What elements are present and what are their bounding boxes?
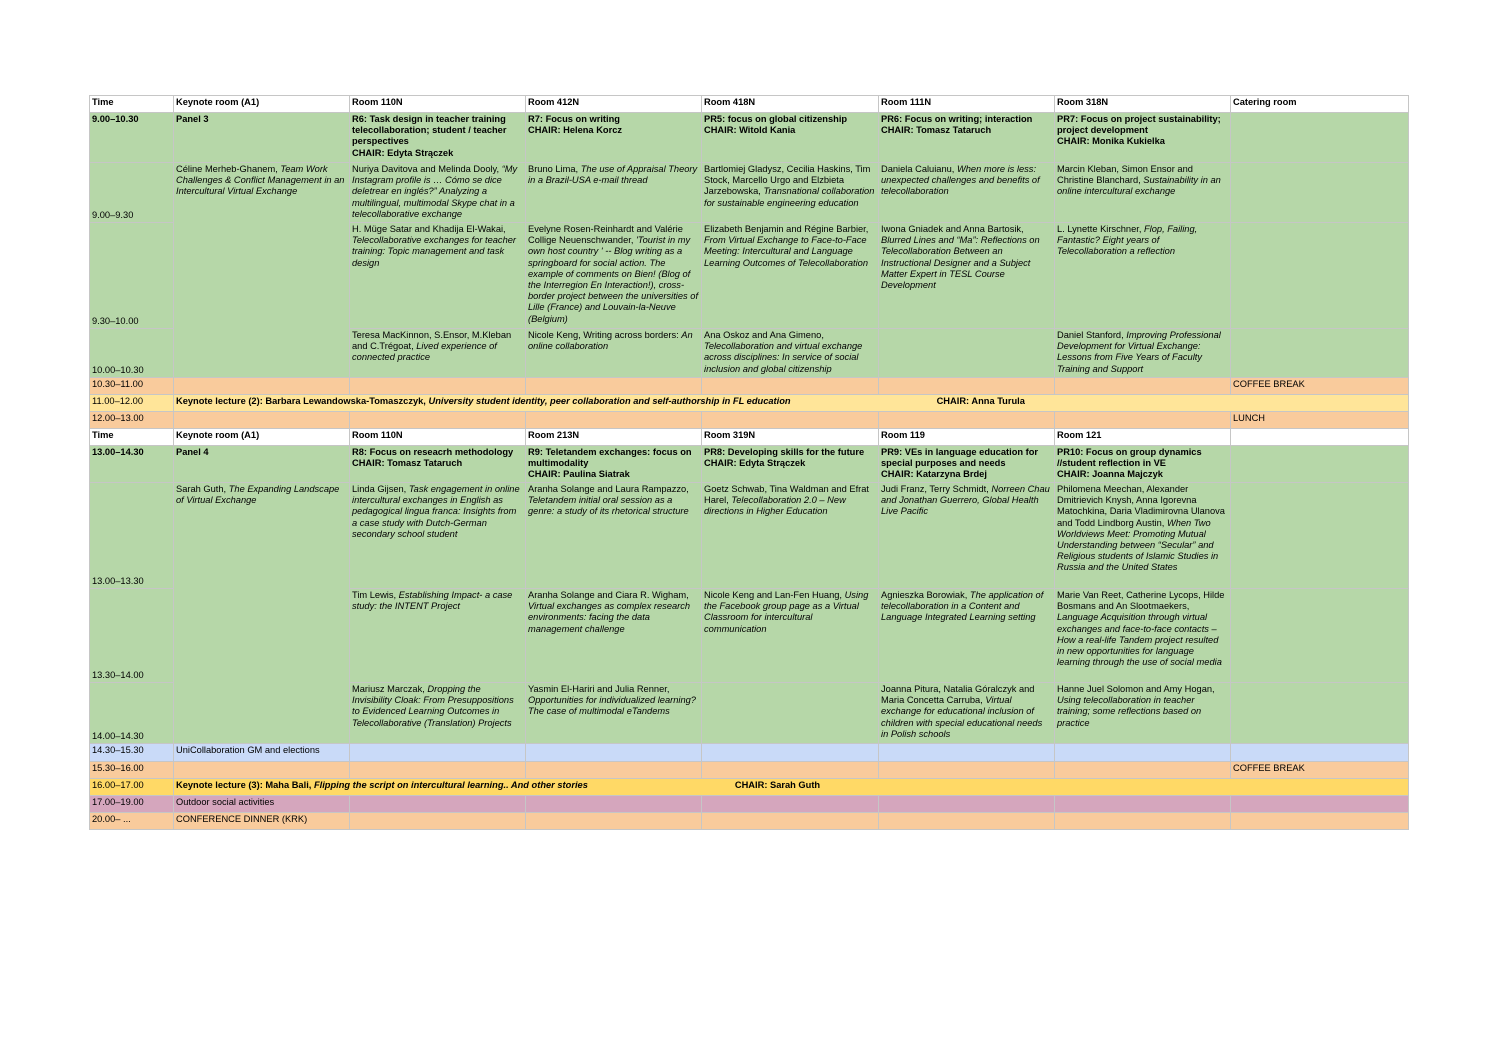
session-chair: CHAIR: Helena Korcz bbox=[528, 125, 623, 136]
paper-cell bbox=[702, 163, 879, 223]
catering-cell bbox=[1231, 683, 1409, 744]
paper-title: “My Instagram profile is … Cómo se dice deletrear en inglés?” Analyzing a multilingual, multimodal Skype chat in a telecollaborative exchange bbox=[352, 164, 518, 219]
paper-title: Improving Professional Development for Virtual Exchange: Lessons from Five Years of Faculty Training and Support bbox=[1057, 330, 1221, 374]
paper-title: Telecollaboration 2.0 – New directions in Higher Education bbox=[704, 495, 846, 517]
time-cell: 10.00–10.30 bbox=[90, 329, 174, 378]
header-cell: Time bbox=[90, 429, 174, 446]
session-title: PR9: VEs in language education for special purposes and needs bbox=[881, 447, 1039, 469]
paper-title: Virtual exchanges as complex research environments: facing the data management challenge bbox=[528, 601, 691, 634]
paper-authors: Elizabeth Benjamin and Régine Barbier, bbox=[704, 224, 869, 234]
paper-title: Sustainability in an online intercultural exchange bbox=[1057, 175, 1221, 197]
paper-title: Opportunities for individualized learning? The case of multimodal eTandems bbox=[528, 695, 696, 717]
header-cell: Room 110N bbox=[350, 429, 526, 446]
paper-cell bbox=[350, 589, 526, 683]
room-session-cell bbox=[350, 113, 526, 163]
header-row bbox=[90, 429, 1409, 446]
session-title: PR8: Developing skills for the future bbox=[704, 447, 865, 457]
paper-title: Blurred Lines and “Ma”: Reflections on Telecollaboration Between an Instructional Designer and a Subject Matter Expert in TESL Course Development bbox=[881, 235, 1040, 291]
session-chair: CHAIR: Paulina Siatrak bbox=[528, 469, 630, 480]
keynote-row bbox=[90, 779, 1409, 796]
paper-authors: Iwona Gniadek and Anna Bartosik, bbox=[881, 224, 1024, 234]
time-cell: 14.30–15.30 bbox=[90, 744, 174, 762]
header-cell bbox=[1231, 429, 1409, 446]
conference-programme-table bbox=[89, 95, 1409, 830]
paper-cell bbox=[526, 223, 702, 329]
session-title: R7: Focus on writing bbox=[528, 114, 620, 124]
header-cell: Catering room bbox=[1231, 96, 1409, 113]
paper-authors: Nuriya Davitova and Melinda Dooly, bbox=[352, 164, 502, 174]
paper-cell bbox=[879, 683, 1055, 744]
paper-cell bbox=[702, 223, 879, 329]
session-chair: CHAIR: Tomasz Tataruch bbox=[881, 125, 992, 136]
lunch-row bbox=[90, 412, 1409, 429]
coffee-break-row bbox=[90, 378, 1409, 395]
paper-authors: Joanna Pitura, Natalia Góralczyk and Maria Concetta Carruba, bbox=[881, 684, 1035, 706]
session-title: PR5: focus on global citizenship bbox=[704, 114, 848, 124]
paper-authors: Teresa MacKinnon, S.Ensor, M.Kleban and C.Trégoat, bbox=[352, 330, 512, 352]
room-session-cell bbox=[702, 113, 879, 163]
conference-dinner-label: CONFERENCE DINNER (KRK) bbox=[174, 813, 350, 830]
room-session-cell bbox=[350, 446, 526, 483]
lunch-label: LUNCH bbox=[1231, 412, 1409, 429]
paper-cell bbox=[879, 329, 1055, 378]
paper-cell bbox=[350, 483, 526, 589]
session-title: PR10: Focus on group dynamics //student reflection in VE bbox=[1057, 447, 1202, 469]
paper-authors: Yasmin El-Hariri and Julia Renner, bbox=[528, 684, 670, 694]
header-cell: Room 110N bbox=[350, 96, 526, 113]
paper-cell bbox=[702, 589, 879, 683]
conference-dinner-row bbox=[90, 813, 1409, 830]
paper-cell bbox=[879, 163, 1055, 223]
time-cell: 13.30–14.00 bbox=[90, 589, 174, 683]
session-title: R8: Focus on reseacrh methodology bbox=[352, 447, 514, 457]
paper-title: Using the Facebook group page as a Virtual Classroom for intercultural communication bbox=[704, 590, 869, 634]
paper-title: Task engagement in online intercultural exchanges in English as pedagogical lingua franca: Insights from a case study with Dutch-German secondary school student bbox=[352, 484, 520, 539]
paper-authors: Aranha Solange and Laura Rampazzo, bbox=[528, 484, 689, 494]
header-cell: Room 318N bbox=[1055, 96, 1231, 113]
catering-cell bbox=[1231, 113, 1409, 163]
paper-cell bbox=[350, 683, 526, 744]
paper-title: Teletandem initial oral session as a genre: a study of its rhetorical structure bbox=[528, 495, 689, 517]
paper-cell bbox=[1055, 329, 1231, 378]
session-chair: CHAIR: Monika Kukielka bbox=[1057, 136, 1165, 147]
session-chair: CHAIR: Witold Kania bbox=[704, 125, 796, 136]
panel-cell bbox=[174, 163, 350, 378]
keynote-title: University student identity, peer collaboration and self-authorship in FL education bbox=[428, 396, 791, 406]
paper-authors: Mariusz Marczak, bbox=[352, 684, 428, 694]
time-cell: 17.00–19.00 bbox=[90, 796, 174, 813]
session-title: R6: Task design in teacher training telecollaboration; student / teacher perspectives bbox=[352, 114, 507, 147]
catering-cell bbox=[1231, 163, 1409, 223]
room-session-cell bbox=[526, 113, 702, 163]
room-session-cell bbox=[879, 446, 1055, 483]
keynote-lecture bbox=[174, 395, 1409, 412]
paper-authors: Daniel Stanford, bbox=[1057, 330, 1127, 340]
paper-title: Lived experience of connected practice bbox=[352, 341, 497, 363]
paper-authors: Sarah Guth, bbox=[176, 484, 229, 494]
paper-title: The application of telecollaboration in a Content and Language Integrated Learning setting bbox=[881, 590, 1044, 623]
paper-cell bbox=[702, 483, 879, 589]
paper-cell bbox=[526, 683, 702, 744]
time-cell: 10.30–11.00 bbox=[90, 378, 174, 395]
keynote-chair: CHAIR: Anna Turula bbox=[936, 396, 1025, 406]
session-title: R9: Teletandem exchanges: focus on multimodality bbox=[528, 447, 692, 469]
header-row bbox=[90, 96, 1409, 113]
catering-cell bbox=[1231, 446, 1409, 483]
paper-title: Norreen Chau and Jonathan Guerrero, Global Health Live Pacific bbox=[881, 484, 1050, 517]
paper-cell bbox=[1055, 163, 1231, 223]
session-row bbox=[90, 113, 1409, 163]
header-cell: Room 213N bbox=[526, 429, 702, 446]
keynote-lead: Keynote lecture (3): Maha Bali, bbox=[176, 780, 314, 790]
session-title: PR7: Focus on project sustainability; project development bbox=[1057, 114, 1221, 136]
paper-authors: Philomena Meechan, Alexander Dmitrievich Knysh, Anna Igorevna Matochkina, Daria Vladimirovna Ulanova and Todd Lindborg Austin, bbox=[1057, 484, 1225, 528]
time-cell: 9.00–9.30 bbox=[90, 163, 174, 223]
time-cell: 12.00–13.00 bbox=[90, 412, 174, 429]
paper-cell bbox=[350, 163, 526, 223]
paper-authors: Tim Lewis, bbox=[352, 590, 399, 600]
paper-title: Telecollaborative exchanges for teacher training: Topic management and task design bbox=[352, 235, 517, 268]
general-meeting-label: UniCollaboration GM and elections bbox=[174, 744, 350, 762]
paper-title: Telecollaboration and virtual exchange across disciplines: In service of social inclusion and global citizenship bbox=[704, 341, 863, 374]
paper-cell bbox=[350, 223, 526, 329]
time-cell: 15.30–16.00 bbox=[90, 762, 174, 779]
paper-title: The Expanding Landscape of Virtual Exchange bbox=[176, 484, 340, 506]
keynote-lead: Keynote lecture (2): Barbara Lewandowska-Tomaszczyk, bbox=[176, 396, 429, 406]
header-cell: Room 412N bbox=[526, 96, 702, 113]
paper-authors: Aranha Solange and Ciara R. Wigham, bbox=[528, 590, 689, 600]
panel-cell bbox=[174, 483, 350, 744]
session-chair: CHAIR: Joanna Majczyk bbox=[1057, 469, 1163, 480]
header-cell: Keynote room (A1) bbox=[174, 429, 350, 446]
slot-row bbox=[90, 163, 1409, 223]
paper-authors: L. Lynette Kirschner, bbox=[1057, 224, 1144, 234]
time-cell: 20.00– ... bbox=[90, 813, 174, 830]
keynote-title: Flipping the script on intercultural learning.. And other stories bbox=[313, 780, 588, 790]
paper-cell bbox=[702, 329, 879, 378]
paper-authors: Linda Gijsen, bbox=[352, 484, 409, 494]
paper-cell bbox=[526, 329, 702, 378]
paper-title: Dropping the Invisibility Cloak: From Presuppositions to Evidenced Learning Outcomes in Telecollaborative (Translation) Projects bbox=[352, 684, 514, 728]
paper-title: Team Work Challenges & Conflict Management in an Intercultural Virtual Exchange bbox=[176, 164, 345, 197]
header-cell: Room 111N bbox=[879, 96, 1055, 113]
paper-authors: Marcin Kleban, Simon Ensor and Christine Blanchard, bbox=[1057, 164, 1193, 186]
paper-cell bbox=[350, 329, 526, 378]
paper-authors: Daniela Caluianu, bbox=[881, 164, 957, 174]
time-cell: 9.30–10.00 bbox=[90, 223, 174, 329]
header-cell: Keynote room (A1) bbox=[174, 96, 350, 113]
paper-cell bbox=[879, 223, 1055, 329]
keynote-lecture bbox=[174, 779, 1409, 796]
session-chair: CHAIR: Edyta Strączek bbox=[704, 458, 806, 469]
paper-authors: Ana Oskoz and Ana Gimeno, bbox=[704, 330, 824, 340]
coffee-break-label: COFFEE BREAK bbox=[1231, 378, 1409, 395]
paper-authors: Nicole Keng, Writing across borders: bbox=[528, 330, 682, 340]
paper-authors: Bartlomiej Gladysz, Cecilia Haskins, Tim Stock, Marcello Urgo and Elzbieta Jarzebowska, bbox=[704, 164, 871, 197]
catering-cell bbox=[1231, 329, 1409, 378]
time-cell: 13.00–14.30 bbox=[90, 446, 174, 483]
paper-authors: H. Müge Satar and Khadija El-Wakai, bbox=[352, 224, 506, 234]
paper-title: 'Tourist in my own host country ' -- Blog writing as a springboard for social action. The example of comments on Bien! (Blog of the Interregion En Interaction!), cross-border project between the universities of Lille (France) and Louvain-la-Neuve (Belgium) bbox=[528, 235, 699, 324]
paper-title: Using telecollaboration in teacher training; some reflections based on practice bbox=[1057, 695, 1202, 728]
paper-title: Establishing Impact- a case study: the INTENT Project bbox=[352, 590, 513, 612]
paper-cell bbox=[1055, 483, 1231, 589]
paper-authors: Marie Van Reet, Catherine Lycops, Hilde Bosmans and An Slootmaekers, bbox=[1057, 590, 1225, 612]
panel-label: Panel 3 bbox=[174, 113, 350, 163]
time-cell: 9.00–10.30 bbox=[90, 113, 174, 163]
paper-title: When Two Worldviews Meet: Promoting Mutual Understanding between “Secular” and Religious students of Islamic Studies in Russia and the United States bbox=[1057, 517, 1219, 573]
paper-cell bbox=[702, 683, 879, 744]
paper-title: Flop, Failing, Fantastic? Eight years of Telecollaboration a reflection bbox=[1057, 224, 1198, 257]
paper-cell bbox=[526, 589, 702, 683]
paper-authors: Agnieszka Borowiak, bbox=[881, 590, 970, 600]
time-cell: 14.00–14.30 bbox=[90, 683, 174, 744]
session-row bbox=[90, 446, 1409, 483]
room-session-cell bbox=[879, 113, 1055, 163]
header-cell: Room 418N bbox=[702, 96, 879, 113]
header-cell: Room 121 bbox=[1055, 429, 1231, 446]
paper-cell bbox=[1055, 223, 1231, 329]
paper-authors: Hanne Juel Solomon and Amy Hogan, bbox=[1057, 684, 1215, 694]
room-session-cell bbox=[526, 446, 702, 483]
room-session-cell bbox=[1055, 446, 1231, 483]
session-chair: CHAIR: Tomasz Tataruch bbox=[352, 458, 463, 469]
paper-title: Virtual exchange for educational inclusion of children with special educational needs in Polish schools bbox=[881, 695, 1043, 739]
paper-title: The use of Appraisal Theory in a Brazil-USA e-mail thread bbox=[528, 164, 698, 186]
paper-authors: Nicole Keng and Lan-Fen Huang, bbox=[704, 590, 845, 600]
social-activities-row bbox=[90, 796, 1409, 813]
catering-cell bbox=[1231, 223, 1409, 329]
time-cell: 11.00–12.00 bbox=[90, 395, 174, 412]
paper-cell bbox=[526, 483, 702, 589]
paper-title: Language Acquisition through virtual exchanges and face-to-face contacts – How a real-life Tandem project resulted in new opportunities for language learning through the use of social media bbox=[1057, 612, 1222, 668]
coffee-break-row bbox=[90, 762, 1409, 779]
time-cell: 13.00–13.30 bbox=[90, 483, 174, 589]
paper-cell bbox=[526, 163, 702, 223]
catering-cell bbox=[1231, 483, 1409, 589]
room-session-cell bbox=[702, 446, 879, 483]
panel-label: Panel 4 bbox=[174, 446, 350, 483]
header-cell: Room 119 bbox=[879, 429, 1055, 446]
paper-title: An online collaboration bbox=[528, 330, 693, 352]
paper-authors: Evelyne Rosen-Reinhardt and Valérie Collige Neuenschwander, bbox=[528, 224, 683, 246]
paper-title: Transnational collaboration for sustainable engineering education bbox=[704, 186, 875, 208]
time-cell: 16.00–17.00 bbox=[90, 779, 174, 796]
paper-authors: Céline Merheb-Ghanem, bbox=[176, 164, 281, 174]
room-session-cell bbox=[1055, 113, 1231, 163]
header-cell: Room 319N bbox=[702, 429, 879, 446]
coffee-break-label: COFFEE BREAK bbox=[1231, 762, 1409, 779]
paper-cell bbox=[1055, 683, 1231, 744]
paper-title: From Virtual Exchange to Face-to-Face Meeting: Intercultural and Language Learning Outcomes of Telecollaboration bbox=[704, 235, 869, 268]
paper-title: When more is less: unexpected challenges and benefits of telecollaboration bbox=[881, 164, 1040, 197]
paper-authors: Bruno Lima, bbox=[528, 164, 581, 174]
header-cell: Time bbox=[90, 96, 174, 113]
social-activities-label: Outdoor social activities bbox=[174, 796, 350, 813]
paper-authors: Goetz Schwab, Tina Waldman and Efrat Harel, bbox=[704, 484, 870, 506]
paper-cell bbox=[879, 483, 1055, 589]
keynote-row bbox=[90, 395, 1409, 412]
slot-row bbox=[90, 483, 1409, 589]
keynote-chair: CHAIR: Sarah Guth bbox=[734, 780, 821, 790]
paper-cell bbox=[1055, 589, 1231, 683]
general-meeting-row bbox=[90, 744, 1409, 762]
paper-authors: Judi Franz, Terry Schmidt, bbox=[881, 484, 992, 494]
paper-cell bbox=[879, 589, 1055, 683]
session-chair: CHAIR: Katarzyna Brdej bbox=[881, 469, 987, 480]
session-title: PR6: Focus on writing; interaction bbox=[881, 114, 1033, 124]
session-chair: CHAIR: Edyta Strączek bbox=[352, 147, 454, 158]
catering-cell bbox=[1231, 589, 1409, 683]
